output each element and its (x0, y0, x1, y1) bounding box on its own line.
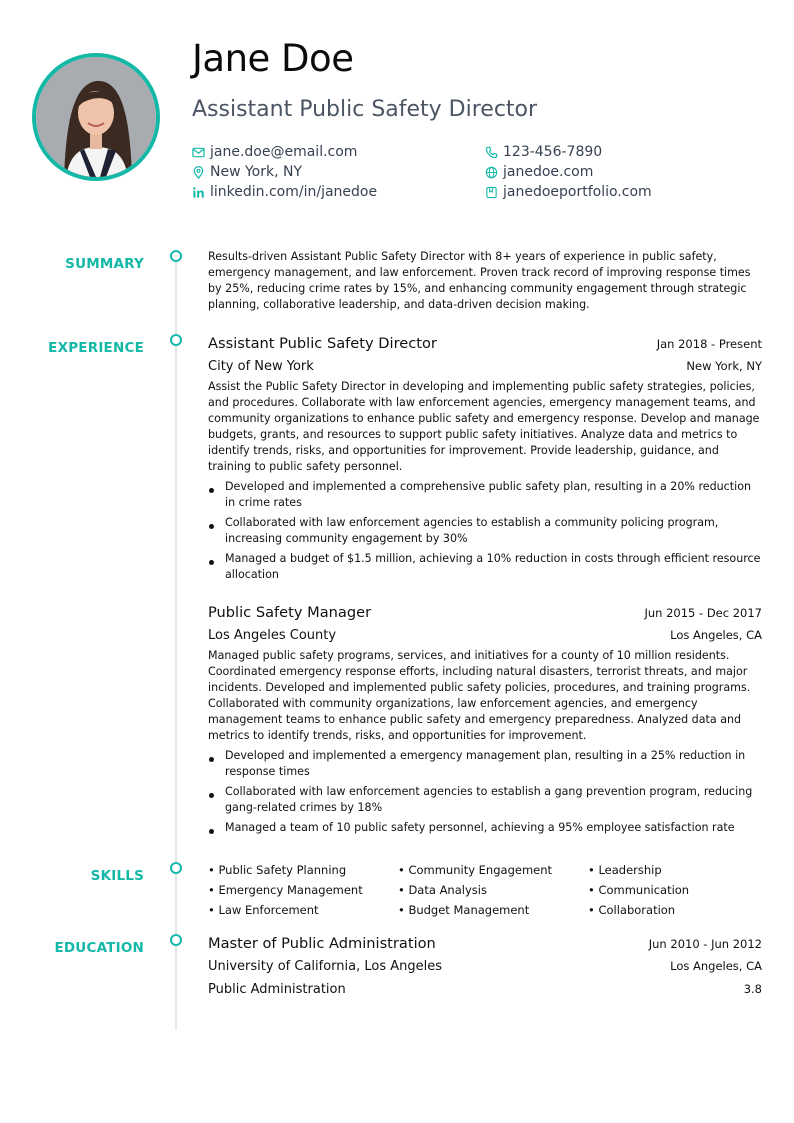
contact-location-text: New York, NY (210, 164, 303, 180)
achievement-item: Collaborated with law enforcement agencies to establish a gang prevention program, reducing gang-related crimes by 18% (208, 784, 762, 816)
job-title: Public Safety Manager (208, 604, 372, 621)
skill-item: • Public Safety Planning (208, 863, 347, 877)
avatar (32, 53, 160, 181)
contact-phone-text: 123-456-7890 (503, 144, 603, 160)
contact-portfolio[interactable] (485, 182, 652, 202)
timeline-dot-education (170, 934, 182, 946)
job-description: Managed public safety programs, services, and initiatives for a county of 10 million residents. Coordinated emergency response efforts, including natural disasters, terrorist threats, and major incidents. Developed and implemented public safety policies, procedures, and training programs. Collaborated with community organizations, law enforcement agencies, and emergency management teams to enhance public safety and emergency preparedness. Analyzed data and metrics to identify trends, risks, and opportunities for improvement. (208, 649, 751, 742)
job-dates: Jan 2018 - Present (656, 337, 762, 351)
section-label-experience: EXPERIENCE (48, 340, 144, 356)
skill-item: • Leadership (588, 863, 662, 877)
section-label-education: EDUCATION (54, 940, 144, 956)
envelope-icon (192, 146, 205, 159)
contact-phone[interactable] (485, 142, 602, 162)
section-label-summary: SUMMARY (65, 256, 144, 272)
skill-item: • Collaboration (588, 903, 676, 917)
contact-location (192, 162, 302, 182)
job-location: Los Angeles, CA (670, 628, 762, 642)
contact-linkedin-text: linkedin.com/in/janedoe (210, 184, 378, 200)
experience-entry (208, 603, 762, 840)
candidate-name: Jane Doe (192, 37, 354, 80)
contact-website[interactable] (485, 162, 593, 182)
school-location: Los Angeles, CA (670, 959, 762, 973)
education-dates: Jun 2010 - Jun 2012 (648, 937, 762, 951)
contact-website-text: janedoe.com (503, 164, 594, 180)
timeline-dot-experience (170, 334, 182, 346)
job-dates: Jun 2015 - Dec 2017 (644, 606, 762, 620)
achievement-item: Developed and implemented a comprehensive public safety plan, resulting in a 20% reduction in crime rates (208, 479, 762, 511)
achievement-item: Managed a team of 10 public safety personnel, achieving a 95% employee satisfaction rate (208, 820, 762, 836)
school-name: University of California, Los Angeles (208, 959, 443, 974)
contact-email-text: jane.doe@email.com (210, 144, 358, 160)
map-pin-icon (192, 166, 205, 179)
skill-item: • Communication (588, 883, 690, 897)
contact-portfolio-text: janedoeportfolio.com (503, 184, 652, 200)
job-title: Assistant Public Safety Director (208, 335, 437, 352)
job-description: Assist the Public Safety Director in developing and implementing public safety strategies, policies, and procedures. Collaborate with law enforcement agencies, emergency management teams, and community organizations to enhance public safety and emergency response. Develop and manage budgets, grants, and resources to support public safety initiatives. Analyze data and metrics to identify trends, risks, and opportunities for improvement. Provide leadership, guidance, and training to public safety personnel. (208, 380, 760, 473)
skills-grid (208, 862, 762, 918)
globe-icon (485, 166, 498, 179)
contact-email[interactable] (192, 142, 357, 162)
skill-item: • Law Enforcement (208, 903, 319, 917)
job-organization: City of New York (208, 359, 314, 374)
achievement-item: Managed a budget of $1.5 million, achieving a 10% reduction in costs through efficient resource allocation (208, 551, 762, 583)
job-achievements (208, 479, 762, 583)
job-achievements (208, 748, 762, 836)
field-of-study: Public Administration (208, 982, 346, 997)
experience-entry (208, 334, 762, 587)
skill-item: • Community Engagement (398, 863, 553, 877)
linkedin-icon (192, 186, 205, 199)
skill-item: • Budget Management (398, 903, 530, 917)
summary-text: Results-driven Assistant Public Safety Director with 8+ years of experience in public safety, emergency management, and law enforcement. Proven track record of improving response times by 25%, reducing crime rates by 15%, and enhancing community engagement through strategic planning, collaborative leadership, and data-driven decision making. (208, 250, 751, 311)
contact-linkedin[interactable] (192, 182, 377, 202)
degree-title: Master of Public Administration (208, 935, 436, 952)
achievement-item: Collaborated with law enforcement agencies to establish a community policing program, increasing community engagement by 30% (208, 515, 762, 547)
phone-icon (485, 146, 498, 159)
timeline-dot-skills (170, 862, 182, 874)
section-label-skills: SKILLS (90, 868, 144, 884)
job-location: New York, NY (686, 359, 762, 373)
achievement-item: Developed and implemented a emergency management plan, resulting in a 25% reduction in response times (208, 748, 762, 780)
gpa-value: 3.8 (743, 982, 762, 996)
candidate-title: Assistant Public Safety Director (192, 97, 538, 122)
skill-item: • Emergency Management (208, 883, 363, 897)
timeline-dot-summary (170, 250, 182, 262)
job-organization: Los Angeles County (208, 628, 337, 643)
timeline-line (175, 255, 177, 1030)
profile-photo (36, 57, 156, 177)
education-entry (208, 934, 762, 999)
skill-item: • Data Analysis (398, 883, 487, 897)
bookmark-icon (485, 186, 498, 199)
